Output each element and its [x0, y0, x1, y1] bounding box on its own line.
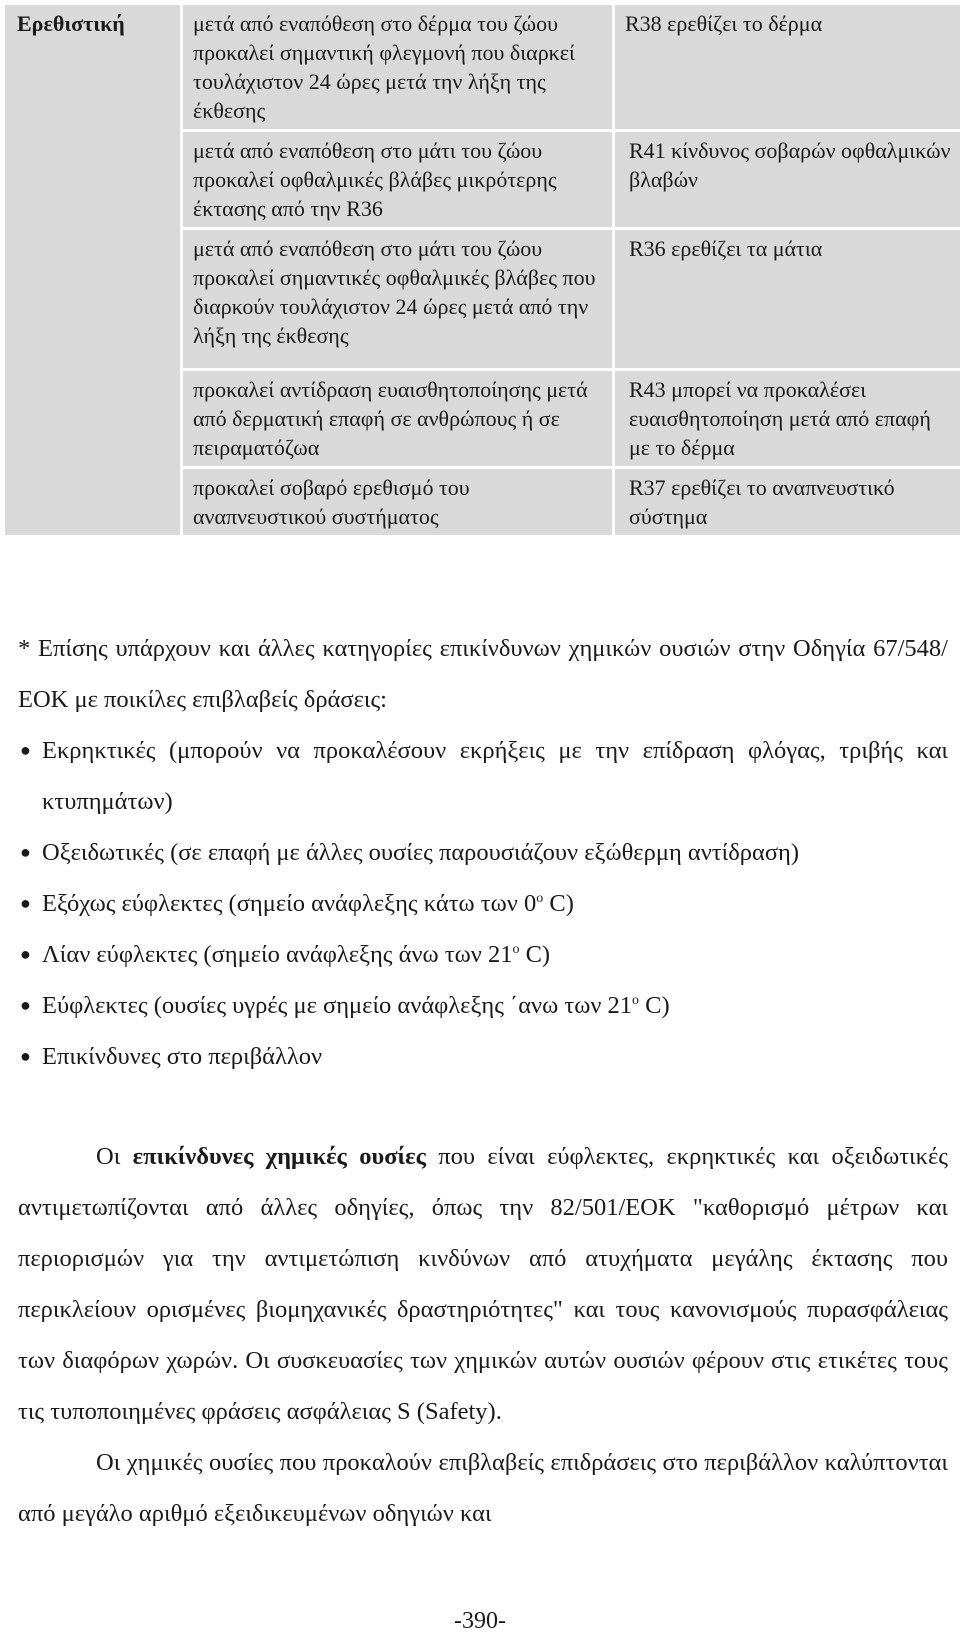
list-item [18, 1031, 948, 1082]
list-item-text: Εκρηκτικές (μπορούν να προκαλέσουν εκρήξεις με την επίδραση φλόγας, τριβής και κτυπημάτων) [42, 737, 948, 815]
r-phrase-cell: R41 κίνδυνος σοβαρών οφθαλμικών βλαβών [614, 131, 960, 229]
list-item-text: Εύφλεκτες (ουσίες υγρές με σημείο ανάφλεξης ΄ανω των 21 [42, 992, 633, 1019]
bullet-icon: ● [20, 1046, 31, 1066]
page-number: -390- [454, 1608, 506, 1634]
footnote-text: * Επίσης υπάρχουν και άλλες κατηγορίες επικίνδυνων χημικών ουσιών στην Οδηγία 67/548/ΕΟΚ με ποικίλες επιβλαβείς δράσεις: [18, 635, 948, 713]
paragraph-body: που είναι εύφλεκτες, εκρηκτικές και οξειδωτικές αντιμετωπίζονται από άλλες οδηγίες, όπως την 82/501/ΕΟΚ "καθορισμό μέτρων και περιορισμών για την αντιμετώπιση κινδύνων από ατυχήματα μεγάλης έκτασης που περικλείουν ορισμένες βιομηχανικές δραστηριότητες" και τους κανονισμούς πυρασφάλειας των διαφόρων χωρών. Οι συσκευασίες των χημικών αυτών ουσιών φέρουν στις ετικέτες τους τις τυποποιημένες φράσεις ασφάλειας S (Safety). [18, 1143, 948, 1425]
description-cell: μετά από εναπόθεση στο δέρμα του ζώου προκαλεί σημαντική φλεγμονή που διαρκεί τουλάχιστον 24 ώρες μετά την λήξη της έκθεσης [182, 4, 614, 131]
r-phrase-cell: R38 ερεθίζει το δέρμα [614, 4, 960, 131]
r-phrase-cell: R37 ερεθίζει το αναπνευστικό σύστημα [614, 468, 960, 537]
r-phrase-cell: R43 μπορεί να προκαλέσει ευαισθητοποίηση μετά από επαφή με το δέρμα [614, 370, 960, 468]
description-cell: προκαλεί σοβαρό ερεθισμό του αναπνευστικού συστήματος [182, 468, 614, 537]
hazard-list [18, 725, 948, 1082]
paragraph-flammable-substances [18, 1131, 948, 1437]
list-item [18, 980, 948, 1031]
table-row [4, 4, 960, 131]
list-item [18, 929, 948, 980]
r-phrase-cell: R36 ερεθίζει τα μάτια [614, 229, 960, 370]
category-cell: Ερεθιστική [4, 4, 182, 537]
list-item [18, 827, 948, 878]
hazard-classification-table [2, 2, 960, 538]
bullet-icon: ● [20, 740, 31, 760]
list-item-tail: C) [543, 890, 574, 917]
list-item-tail: C) [519, 941, 551, 968]
description-cell: μετά από εναπόθεση στο μάτι του ζώου προκαλεί οφθαλμικές βλάβες μικρότερης έκτασης από την R36 [182, 131, 614, 229]
bullet-icon: ● [20, 893, 31, 913]
list-item-text: Εξόχως εύφλεκτες (σημείο ανάφλεξης κάτω των 0 [42, 890, 537, 917]
bullet-icon: ● [20, 944, 31, 964]
bullet-icon: ● [20, 995, 31, 1015]
list-item-text: Οξειδωτικές (σε επαφή με άλλες ουσίες παρουσιάζουν εξώθερμη αντίδραση) [42, 839, 800, 866]
body-text [18, 623, 948, 1539]
paragraph-emphasis: επικίνδυνες χημικές ουσίες [132, 1143, 426, 1170]
list-item-text: Λίαν εύφλεκτες (σημείο ανάφλεξης άνω των 21 [42, 941, 513, 968]
degree-superscript: ο [512, 941, 520, 957]
bullet-icon: ● [20, 842, 31, 862]
description-cell: μετά από εναπόθεση στο μάτι του ζώου προκαλεί σημαντικές οφθαλμικές βλάβες που διαρκούν τουλάχιστον 24 ώρες μετά από την λήξη της έκθεσης [182, 229, 614, 370]
list-item-text: Επικίνδυνες στο περιβάλλον [42, 1043, 323, 1070]
paragraph-lead: Οι [96, 1143, 133, 1170]
list-item [18, 725, 948, 827]
degree-superscript: ο [536, 890, 544, 906]
degree-superscript: ο [632, 992, 640, 1008]
paragraph-environment: Οι χημικές ουσίες που προκαλούν επιβλαβείς επιδράσεις στο περιβάλλον καλύπτονται από μεγάλο αριθμό εξειδικευμένων οδηγιών και [18, 1449, 948, 1527]
list-item-tail: C) [639, 992, 670, 1019]
list-item [18, 878, 948, 929]
description-cell: προκαλεί αντίδραση ευαισθητοποίησης μετά από δερματική επαφή σε ανθρώπους ή σε πειραματόζωα [182, 370, 614, 468]
